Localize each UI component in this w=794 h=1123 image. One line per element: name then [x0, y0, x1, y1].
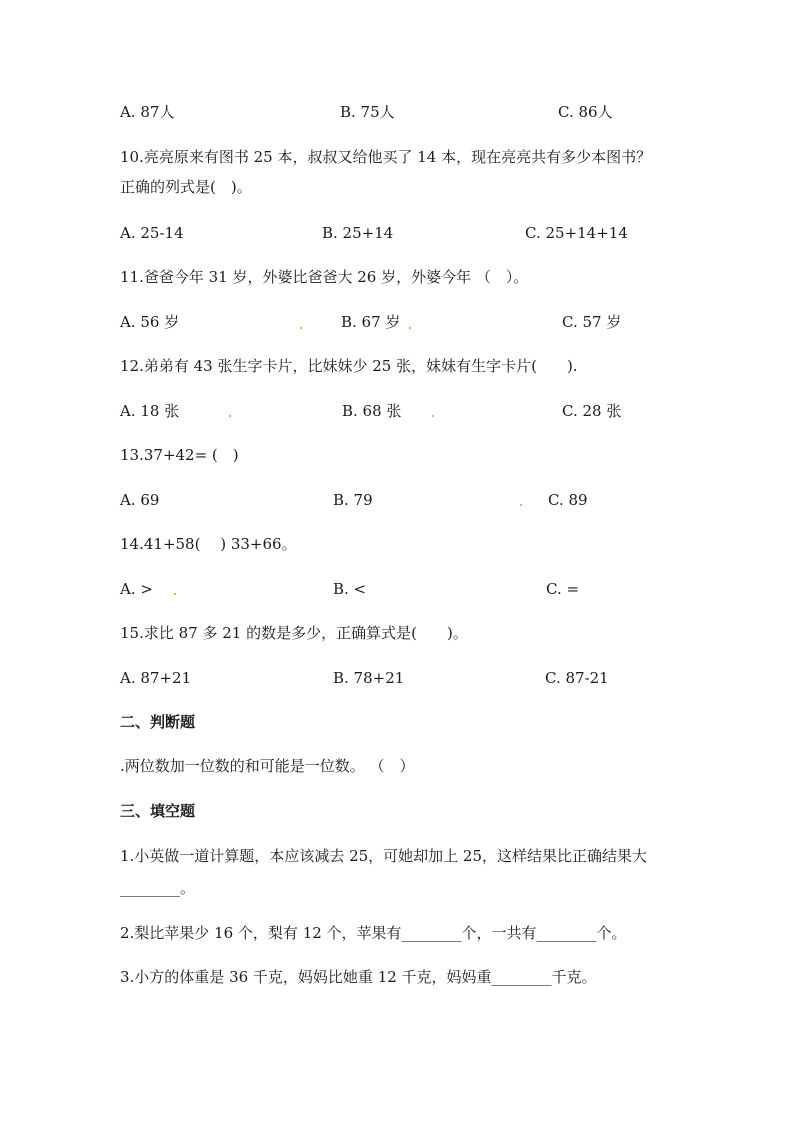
- q10-option-a: A. 25-14: [120, 224, 184, 242]
- q15-text: 15.求比 87 多 21 的数是多少，正确算式是( )。: [120, 624, 468, 642]
- q10-option-b: B. 25+14: [322, 224, 394, 242]
- section-3-question-2: 2.梨比苹果少 16 个，梨有 12 个，苹果有________个，一共有________个。: [120, 924, 627, 942]
- q10-text-line1: 10.亮亮原来有图书 25 本，叔叔又给他买了 14 本，现在亮亮共有多少本图书？: [120, 148, 652, 166]
- decorative-dot: [229, 415, 231, 417]
- section-2-question-1: .两位数加一位数的和可能是一位数。 （ ）: [120, 757, 415, 775]
- q13-option-b: B. 79: [333, 491, 373, 509]
- q14-option-b: B. <: [333, 580, 367, 598]
- q12-option-b: B. 68 张: [342, 402, 402, 420]
- q13-option-a: A. 69: [120, 491, 160, 509]
- section-3-question-1-line2: ________。: [120, 879, 196, 897]
- q9-option-c: C. 86人: [558, 103, 613, 121]
- q14-text: 14.41+58( ) 33+66。: [120, 535, 297, 553]
- section-2-title: 二、判断题: [120, 713, 196, 731]
- q10-text-line2: 正确的列式是( )。: [120, 178, 252, 196]
- q11-option-c: C. 57 岁: [562, 313, 622, 331]
- q9-option-b: B. 75人: [340, 103, 395, 121]
- q14-option-c: C. =: [546, 580, 580, 598]
- q13-option-c: C. 89: [548, 491, 588, 509]
- section-3-title: 三、填空题: [120, 802, 196, 820]
- q14-option-a: A. >: [120, 580, 153, 598]
- decorative-dot: [174, 593, 176, 595]
- q11-option-b: B. 67 岁: [341, 313, 401, 331]
- q9-option-a: A. 87人: [120, 103, 175, 121]
- q12-option-c: C. 28 张: [562, 402, 622, 420]
- q15-option-c: C. 87-21: [545, 669, 609, 687]
- decorative-dot: [432, 415, 434, 417]
- q15-option-b: B. 78+21: [333, 669, 405, 687]
- q15-option-a: A. 87+21: [120, 669, 192, 687]
- section-3-question-3: 3.小方的体重是 36 千克，妈妈比她重 12 千克，妈妈重________千克。: [120, 968, 597, 986]
- q11-option-a: A. 56 岁: [120, 313, 180, 331]
- q12-text: 12.弟弟有 43 张生字卡片，比妹妹少 25 张，妹妹有生字卡片( ).: [120, 357, 578, 375]
- decorative-dot: [409, 327, 411, 329]
- section-3-question-1-line1: 1.小英做一道计算题，本应该减去 25，可她却加上 25，这样结果比正确结果大: [120, 847, 648, 865]
- q13-text: 13.37+42= ( ): [120, 446, 239, 464]
- q12-option-a: A. 18 张: [120, 402, 180, 420]
- decorative-dot: [520, 504, 522, 506]
- decorative-dot: [300, 327, 302, 329]
- q10-option-c: C. 25+14+14: [525, 224, 628, 242]
- q11-text: 11.爸爸今年 31 岁，外婆比爸爸大 26 岁，外婆今年 （ ）。: [120, 268, 529, 286]
